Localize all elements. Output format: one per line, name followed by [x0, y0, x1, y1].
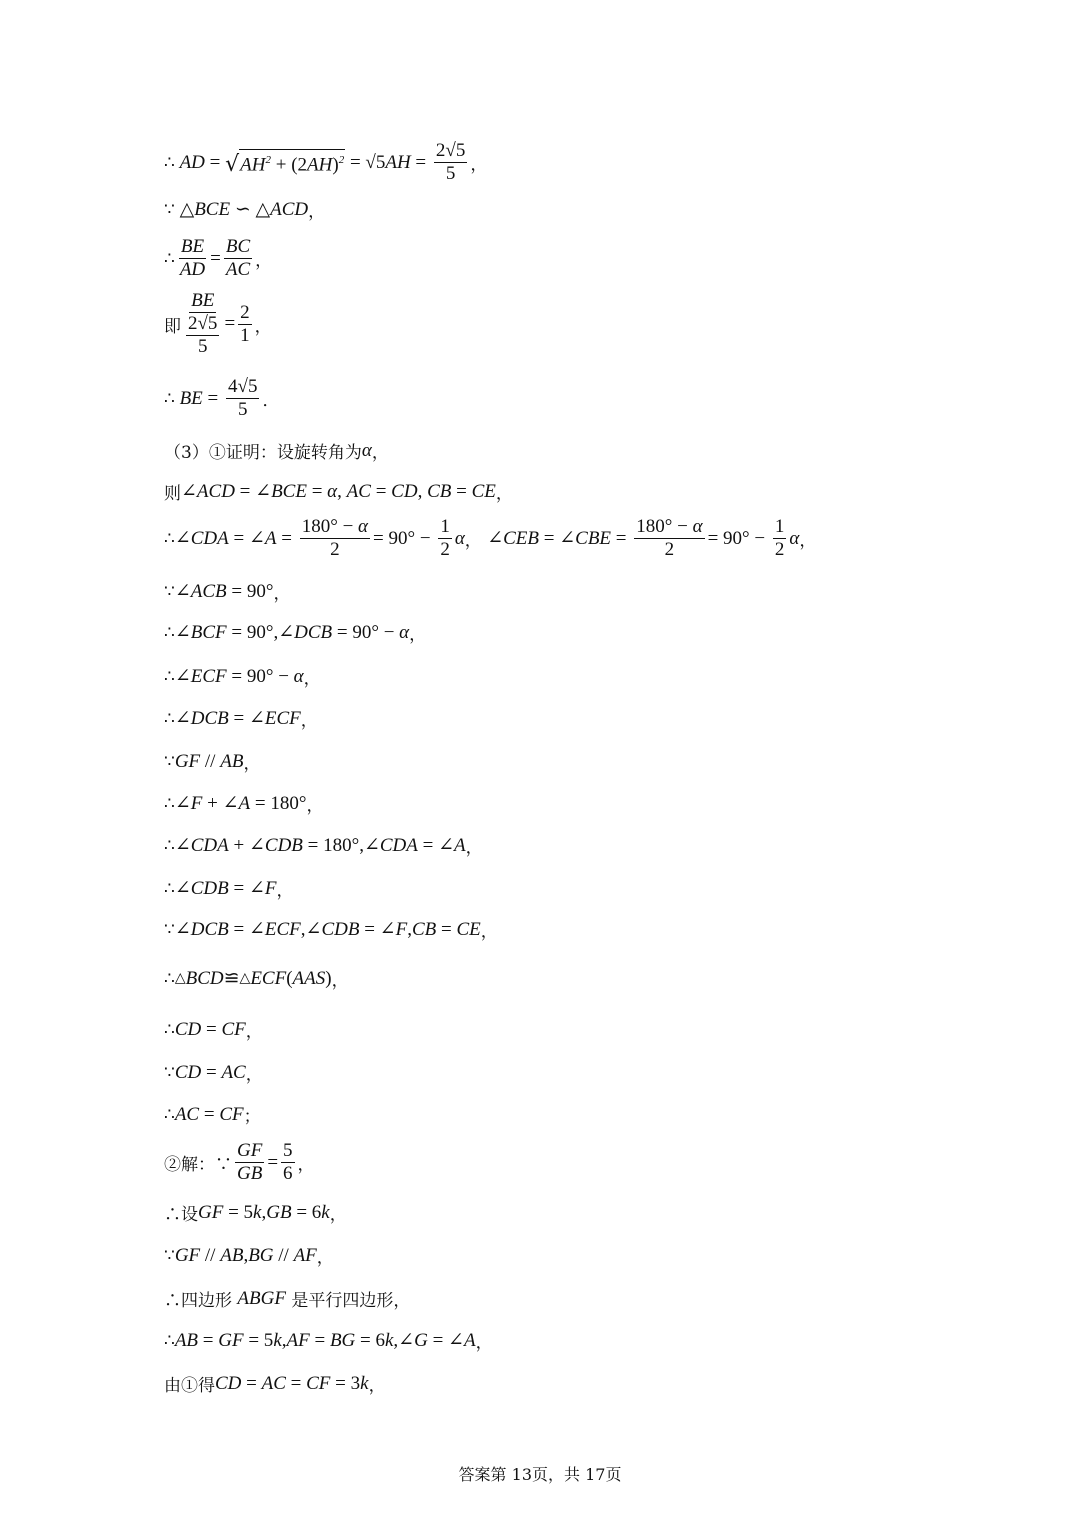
solution-line-17: ∵ ∠ DCB = ∠ ECF ,∠ CDB = ∠ F , CB = CE ，: [164, 918, 498, 942]
solution-line-7: 则 ∠ ACD = ∠ BCE = α , AC = CD , CB = CE ，: [164, 480, 513, 504]
page-footer: 答案第 13页，共 17页: [458, 1465, 622, 1484]
solution-line-26: ∴ AB = GF = 5 k , AF = BG = 6 k ,∠ G = ∠ A ，: [164, 1329, 493, 1353]
solution-line-14: ∴ ∠ F + ∠ A = 180° ，: [164, 792, 324, 816]
solution-line-15: ∴ ∠ CDA + ∠ CDB = 180°,∠ CDA = ∠ A ，: [164, 834, 483, 858]
solution-line-23: ∴设 GF = 5 k , GB = 6 k ，: [164, 1201, 347, 1225]
solution-line-21: ∴ AC = CF ；: [164, 1103, 261, 1127]
solution-line-5: ∴ BE = $\frac{4√5}{5}$ ．: [164, 376, 280, 420]
solution-line-11: ∴ ∠ ECF = 90° − α ，: [164, 665, 321, 689]
solution-line-20: ∵ CD = AC ，: [164, 1061, 263, 1085]
solution-line-16: ∴ ∠ CDB = ∠ F ，: [164, 877, 294, 901]
solution-line-1: ∴ AD = √ $AH^2 + (2AH)^2$ = √5 AH = $\frac{2√5}{5}$ ，: [164, 140, 488, 184]
solution-line-2: ∵ △ BCE ∽ △ ACD ，: [164, 198, 326, 222]
solution-line-4: 即 $\frac{BE}{\frac{2√5}{5}}$ = $\frac{2}{1}$ ，: [164, 290, 272, 357]
solution-line-22: ②解：∵ $\frac{GF}{GB}$ = $\frac{5}{6}$ ，: [164, 1140, 315, 1184]
solution-line-27: 由①得 CD = AC = CF = 3 k ，: [164, 1372, 386, 1396]
solution-line-9: ∵ ∠ ACB = 90° ，: [164, 580, 291, 604]
solution-line-19: ∴ CD = CF ，: [164, 1018, 263, 1042]
solution-line-8: ∴ ∠ CDA = ∠ A = $\frac{180^\circ - \alpha}{2}$ = 90° − $\frac{1}{2}$ α ， ∠ CEB = ∠ CBE = $\frac{180^\circ - \alpha}{2}$ = 90° − $\frac{1}{2}$ α ，: [164, 516, 817, 560]
solution-line-10: ∴ ∠ BCF = 90°,∠ DCB = 90° − α ，: [164, 621, 427, 645]
solution-line-6: （3）①证明：设旋转角为 α ，: [164, 439, 389, 463]
solution-line-13: ∵ GF // AB ，: [164, 750, 261, 774]
solution-line-18: ∴ △ BCD ≌ △ ECF ( AAS ) ，: [164, 967, 349, 991]
solution-line-25: ∴四边形 ABGF 是平行四边形，: [164, 1287, 411, 1311]
solution-line-24: ∵ GF // AB , BG // AF ，: [164, 1244, 334, 1268]
solution-line-3: ∴ $\frac{BE}{AD}$ = $\frac{BC}{AC}$ ，: [164, 236, 273, 280]
solution-line-12: ∴ ∠ DCB = ∠ ECF ，: [164, 707, 318, 731]
